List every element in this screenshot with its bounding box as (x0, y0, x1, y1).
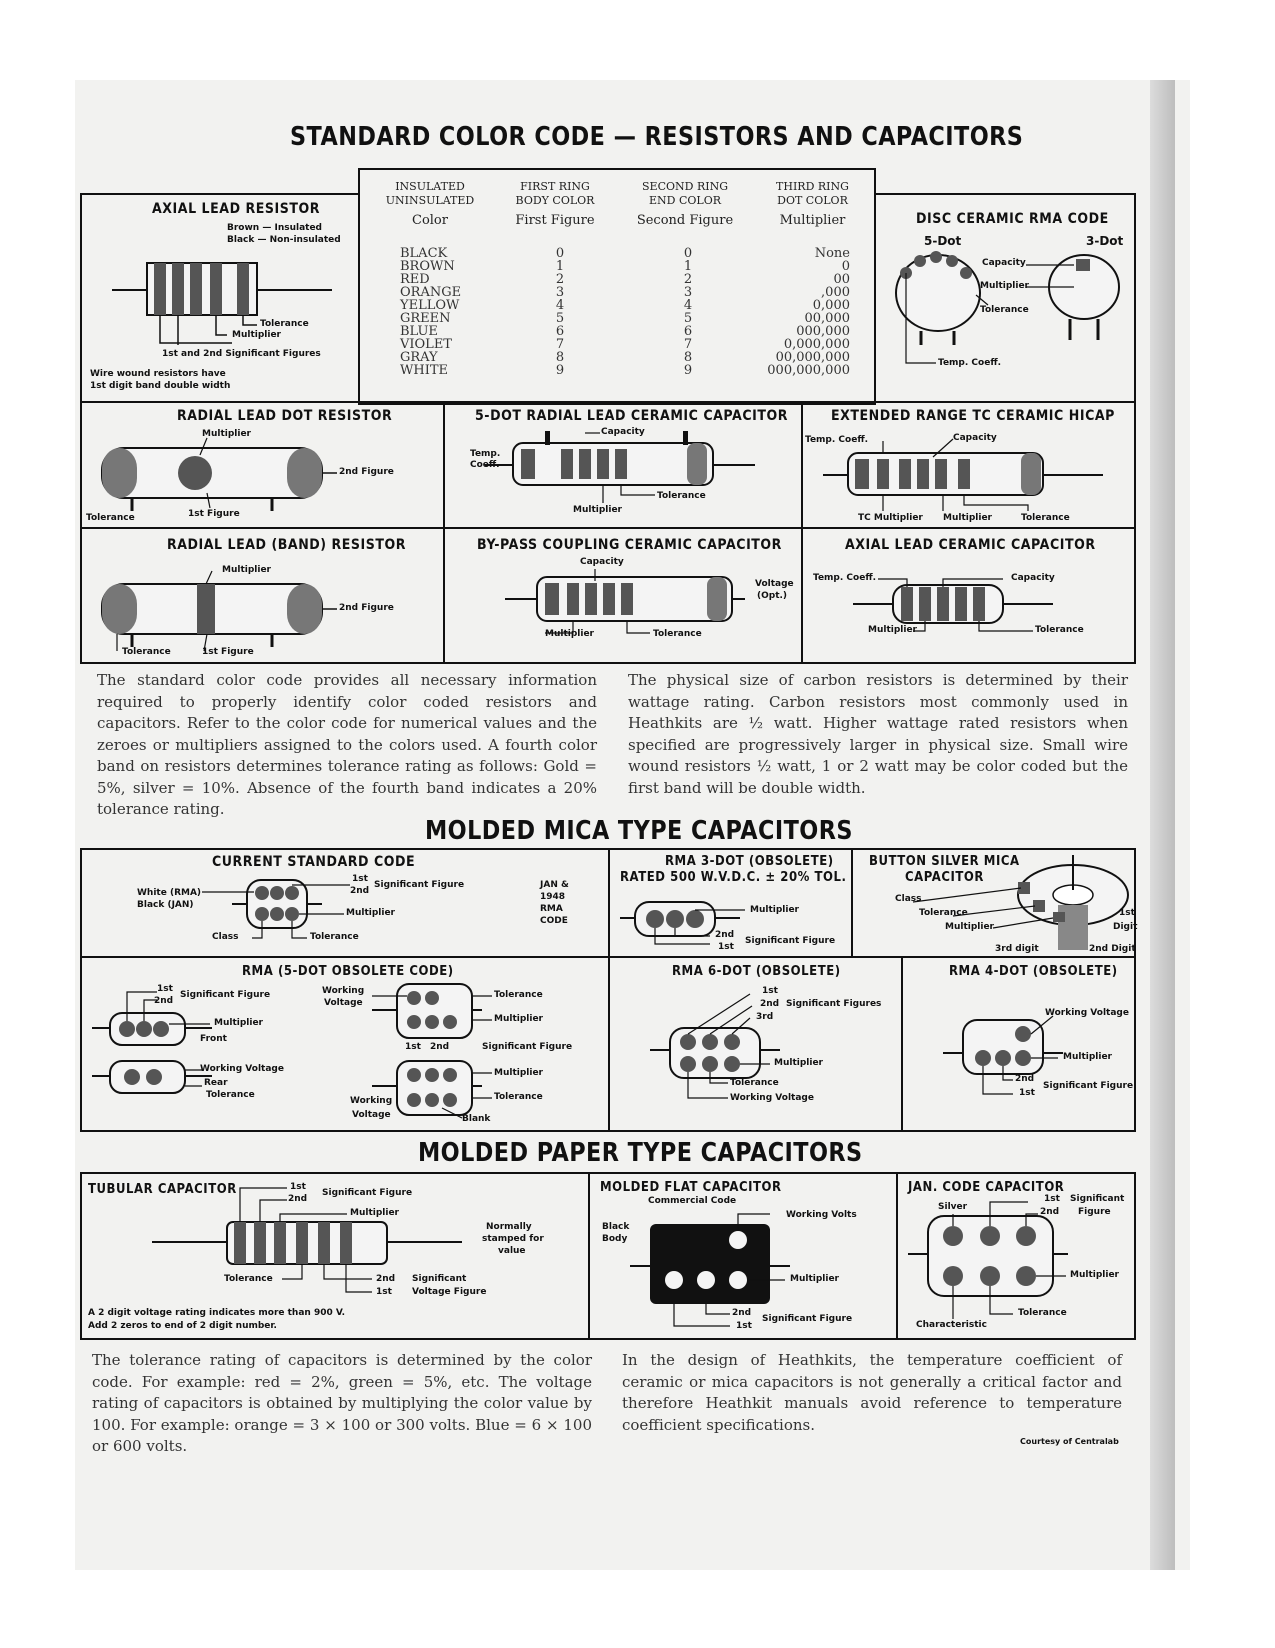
flat-box (588, 1172, 898, 1340)
extended-tc: TC Multiplier (858, 513, 923, 523)
extended-title: EXTENDED RANGE TC CERAMIC HICAP (831, 408, 1115, 424)
radial-dot-box (80, 401, 445, 529)
paper-title: MOLDED PAPER TYPE CAPACITORS (418, 1138, 863, 1168)
rma5-blank: Blank (462, 1114, 491, 1124)
current-jan-1: JAN & (540, 880, 569, 890)
rma6-wv: Working Voltage (730, 1093, 814, 1103)
courtesy-credit: Courtesy of Centralab (1020, 1437, 1119, 1446)
flat-commercial: Commercial Code (648, 1196, 737, 1206)
rma6-second: 2nd (760, 999, 780, 1009)
bypass-tolerance: Tolerance (653, 629, 702, 639)
rma3-first: 1st (718, 942, 734, 952)
rma5-first: 1st (157, 984, 173, 994)
axial-brown-label: Brown — Insulated (227, 223, 322, 233)
rma4-multiplier: Multiplier (1063, 1052, 1112, 1062)
jan-box (896, 1172, 1136, 1340)
paragraph-physical-size: The physical size of carbon resistors is determined by their wattage rating. Carbon resistors most commonly used in Heathkits are ½ watt. Higher wattage rated resistors when specified are progressively larger in physical size. Small wire wound resistors ½ watt, 1 or 2 watt may be color coded but the first band will be double width. (628, 671, 1128, 797)
button-digit: Digit (1113, 922, 1138, 932)
disc-capacity-label: Capacity (982, 258, 1026, 268)
jan-first: 1st (1044, 1194, 1060, 1204)
current-first: 1st (352, 874, 368, 884)
axial-ceramic-multiplier: Multiplier (868, 625, 917, 635)
tubular-v1: 1st (376, 1287, 392, 1297)
rma5-right-tolerance: Tolerance (494, 990, 543, 1000)
bypass-voltage: Voltage (755, 579, 794, 589)
rma5-voltage: Voltage (324, 998, 363, 1008)
radial-band-first: 1st Figure (202, 647, 254, 657)
rma6-box (608, 956, 903, 1132)
table-second-column: 0 1 2 3 4 5 6 7 8 9 (683, 246, 693, 378)
rma6-third: 3rd (756, 1012, 774, 1022)
flat-black: Black (602, 1222, 630, 1232)
rma5-wv: Working Voltage (200, 1064, 284, 1074)
axial-ceramic-box (801, 527, 1136, 664)
bypass-opt: (Opt.) (757, 591, 788, 601)
rma6-tolerance: Tolerance (730, 1078, 779, 1088)
five-dot-box (443, 401, 803, 529)
table-header-multiplier: THIRD RING DOT COLOR Multiplier (776, 180, 849, 228)
rma5-title: RMA (5-DOT OBSOLETE CODE) (242, 964, 454, 979)
radial-dot-tolerance: Tolerance (86, 513, 135, 523)
current-black: Black (JAN) (137, 900, 194, 910)
rma3-title-2: RATED 500 W.V.D.C. ± 20% TOL. (620, 870, 847, 885)
current-jan-3: RMA (540, 904, 563, 914)
disc-ceramic-drawing (876, 195, 1138, 405)
radial-band-drawing (82, 529, 447, 666)
tubular-title: TUBULAR CAPACITOR (88, 1182, 237, 1197)
radial-dot-multiplier: Multiplier (202, 429, 251, 439)
rma5-right-first: 1st (405, 1042, 421, 1052)
extended-box (801, 401, 1136, 529)
rma6-first: 1st (762, 986, 778, 996)
rma3-multiplier: Multiplier (750, 905, 799, 915)
rma4-sig: Significant Figure (1043, 1081, 1134, 1091)
axial-resistor-box (80, 193, 360, 403)
rma4-title: RMA 4-DOT (OBSOLETE) (949, 964, 1118, 979)
jan-second: 2nd (1040, 1207, 1060, 1217)
five-dot-capacity: Capacity (601, 427, 645, 437)
tubular-sigv-2: Voltage Figure (412, 1287, 487, 1297)
button-mica-box (851, 848, 1136, 958)
bypass-box (443, 527, 803, 664)
rma5-box (80, 956, 610, 1132)
extended-capacity: Capacity (953, 433, 997, 443)
current-second: 2nd (350, 886, 370, 896)
extended-multiplier: Multiplier (943, 513, 992, 523)
rma3-second: 2nd (715, 930, 735, 940)
radial-band-multiplier: Multiplier (222, 565, 271, 575)
tubular-v2: 2nd (376, 1274, 396, 1284)
button-multiplier: Multiplier (945, 922, 994, 932)
extended-drawing (803, 403, 1138, 531)
flat-body: Body (602, 1234, 628, 1244)
five-dot-tolerance: Tolerance (657, 491, 706, 501)
rma4-drawing (903, 958, 1138, 1134)
disc-temp-label: Temp. Coeff. (938, 358, 1002, 368)
axial-black-label: Black — Non-insulated (227, 235, 341, 245)
radial-band-box (80, 527, 445, 664)
table-multiplier-column: None 0 00 ,000 0,000 00,000 000,000 0,000,000 00,000,000 000,000,000 (767, 246, 850, 378)
radial-band-second: 2nd Figure (339, 603, 394, 613)
axial-sig-label: 1st and 2nd Significant Figures (162, 349, 321, 359)
button-title-2: CAPACITOR (905, 870, 984, 885)
current-tolerance: Tolerance (310, 932, 359, 942)
rma4-wv: Working Voltage (1045, 1008, 1129, 1018)
rma5-second: 2nd (154, 996, 174, 1006)
jan-silver: Silver (938, 1202, 968, 1212)
tubular-first: 1st (290, 1182, 306, 1192)
radial-band-title: RADIAL LEAD (BAND) RESISTOR (167, 537, 407, 553)
button-third: 3rd digit (995, 944, 1039, 954)
rma6-multiplier: Multiplier (774, 1058, 823, 1068)
jan-title: JAN. CODE CAPACITOR (908, 1180, 1065, 1195)
tubular-normally-1: Normally (486, 1222, 532, 1232)
bypass-title: BY-PASS COUPLING CERAMIC CAPACITOR (477, 537, 782, 553)
flat-sig: Significant Figure (762, 1314, 853, 1324)
paragraph-tolerance: The tolerance rating of capacitors is determined by the color code. For example: red = 2%, green = 5%, etc. The voltage rating of capacitors is obtained by multiplying the color value by 100. For example: orange = 3 × 100 or 300 volts. Blue = 6 × 100 or 600 volts. (92, 1351, 592, 1455)
color-table-box (358, 168, 876, 405)
rma6-sig: Significant Figures (786, 999, 882, 1009)
disc-ceramic-box (874, 193, 1136, 403)
extended-temp: Temp. Coeff. (805, 435, 869, 445)
flat-title: MOLDED FLAT CAPACITOR (600, 1180, 782, 1195)
bypass-multiplier: Multiplier (545, 629, 594, 639)
radial-dot-first: 1st Figure (188, 509, 240, 519)
axial-note-1: Wire wound resistors have (90, 369, 226, 379)
radial-band-tolerance: Tolerance (122, 647, 171, 657)
axial-ceramic-tolerance: Tolerance (1035, 625, 1084, 635)
rma3-title-1: RMA 3-DOT (OBSOLETE) (665, 854, 834, 869)
rma5-right-working: Working (350, 1096, 393, 1106)
rma3-box (608, 848, 853, 958)
tubular-note-2: Add 2 zeros to end of 2 digit number. (88, 1321, 277, 1331)
table-header-color: INSULATED UNINSULATED Color (385, 180, 475, 228)
table-first-column: 0 1 2 3 4 5 6 7 8 9 (555, 246, 565, 378)
jan-tolerance: Tolerance (1018, 1308, 1067, 1318)
flat-wv: Working Volts (786, 1210, 857, 1220)
five-dot-title: 5-DOT RADIAL LEAD CERAMIC CAPACITOR (475, 408, 788, 424)
rma6-drawing (610, 958, 905, 1134)
tubular-sig: Significant Figure (322, 1188, 413, 1198)
current-class: Class (212, 932, 239, 942)
rma5-right-tolerance-2: Tolerance (494, 1092, 543, 1102)
button-second: 2nd Digit (1089, 944, 1136, 954)
axial-ceramic-drawing (803, 529, 1138, 666)
button-class: Class (895, 894, 922, 904)
radial-dot-title: RADIAL LEAD DOT RESISTOR (177, 408, 393, 424)
axial-multiplier-label: Multiplier (232, 330, 281, 340)
rma6-title: RMA 6-DOT (OBSOLETE) (672, 964, 841, 979)
axial-ceramic-temp: Temp. Coeff. (813, 573, 877, 583)
current-sig: Significant Figure (374, 880, 465, 890)
rma3-sig: Significant Figure (745, 936, 836, 946)
extended-tolerance: Tolerance (1021, 513, 1070, 523)
radial-dot-second: 2nd Figure (339, 467, 394, 477)
current-white: White (RMA) (137, 888, 202, 898)
current-title: CURRENT STANDARD CODE (212, 854, 416, 870)
rma5-front: Front (200, 1034, 227, 1044)
tubular-normally-3: value (498, 1246, 526, 1256)
tubular-normally-2: stamped for (482, 1234, 544, 1244)
bypass-capacity: Capacity (580, 557, 624, 567)
tubular-note-1: A 2 digit voltage rating indicates more than 900 V. (88, 1308, 346, 1318)
axial-tolerance-label: Tolerance (260, 319, 309, 329)
axial-note-2: 1st digit band double width (90, 381, 231, 391)
main-title: STANDARD COLOR CODE — RESISTORS AND CAPACITORS (290, 122, 1024, 152)
page-edge (1150, 80, 1175, 1570)
rma5-right-sig: Significant Figure (482, 1042, 573, 1052)
button-first: 1st (1119, 908, 1135, 918)
paragraph-color-code: The standard color code provides all necessary information required to properly identify color coded resistors and capacitors. Refer to the color code for numerical values and the zeroes or multipliers assigned to the colors used. A fourth color band on resistors determines tolerance rating as follows: Gold = 5%, silver = 10%. Absence of the fourth band indicates a 20% tolerance rating. (97, 671, 597, 818)
disc-3dot-label: 3-Dot (1086, 234, 1124, 248)
five-dot-temp-1: Temp. (470, 449, 501, 459)
rma5-right-second: 2nd (430, 1042, 450, 1052)
jan-sig-2: Figure (1078, 1207, 1111, 1217)
rma5-rear: Rear (204, 1078, 228, 1088)
table-header-first: FIRST RING BODY COLOR First Figure (515, 180, 595, 228)
disc-multiplier-label: Multiplier (980, 281, 1029, 291)
disc-tolerance-label: Tolerance (980, 305, 1029, 315)
axial-ceramic-capacity: Capacity (1011, 573, 1055, 583)
rma5-tolerance: Tolerance (206, 1090, 255, 1100)
rma4-first: 1st (1019, 1088, 1035, 1098)
disc-5dot-label: 5-Dot (924, 234, 962, 248)
rma5-right-multiplier: Multiplier (494, 1014, 543, 1024)
rma4-second: 2nd (1015, 1074, 1035, 1084)
table-header-second: SECOND RING END COLOR Second Figure (636, 180, 734, 228)
flat-first: 1st (736, 1321, 752, 1331)
rma5-multiplier: Multiplier (214, 1018, 263, 1028)
rma5-working: Working (322, 986, 365, 996)
current-jan-4: CODE (540, 916, 568, 926)
rma5-sig: Significant Figure (180, 990, 271, 1000)
jan-sig-1: Significant (1070, 1194, 1125, 1204)
button-tolerance: Tolerance (919, 908, 968, 918)
tubular-box (80, 1172, 590, 1340)
jan-characteristic: Characteristic (916, 1320, 987, 1330)
rma5-right-voltage: Voltage (352, 1110, 391, 1120)
rma4-box (901, 956, 1136, 1132)
flat-second: 2nd (732, 1308, 752, 1318)
current-multiplier: Multiplier (346, 908, 395, 918)
rma5-right-multiplier-2: Multiplier (494, 1068, 543, 1078)
disc-title: DISC CERAMIC RMA CODE (916, 211, 1109, 227)
tubular-multiplier: Multiplier (350, 1208, 399, 1218)
five-dot-multiplier: Multiplier (573, 505, 622, 515)
bypass-drawing (445, 529, 805, 666)
current-standard-box (80, 848, 610, 958)
current-jan-2: 1948 (540, 892, 566, 902)
jan-multiplier: Multiplier (1070, 1270, 1119, 1280)
button-title-1: BUTTON SILVER MICA (869, 854, 1020, 869)
tubular-tolerance: Tolerance (224, 1274, 273, 1284)
flat-multiplier: Multiplier (790, 1274, 839, 1284)
tubular-second: 2nd (288, 1194, 308, 1204)
axial-ceramic-title: AXIAL LEAD CERAMIC CAPACITOR (845, 537, 1096, 553)
axial-title: AXIAL LEAD RESISTOR (152, 201, 320, 217)
five-dot-temp-2: Coeff. (470, 460, 500, 470)
mica-title: MOLDED MICA TYPE CAPACITORS (425, 816, 853, 846)
tubular-sigv-1: Significant (412, 1274, 467, 1284)
paragraph-temperature: In the design of Heathkits, the temperature coefficient of ceramic or mica capacitors is not generally a critical factor and therefore Heathkit manuals avoid reference to temperature coefficient specifications. (622, 1351, 1122, 1434)
table-colors-column: BLACK BROWN RED ORANGE YELLOW GREEN BLUE VIOLET GRAY WHITE (400, 246, 462, 378)
